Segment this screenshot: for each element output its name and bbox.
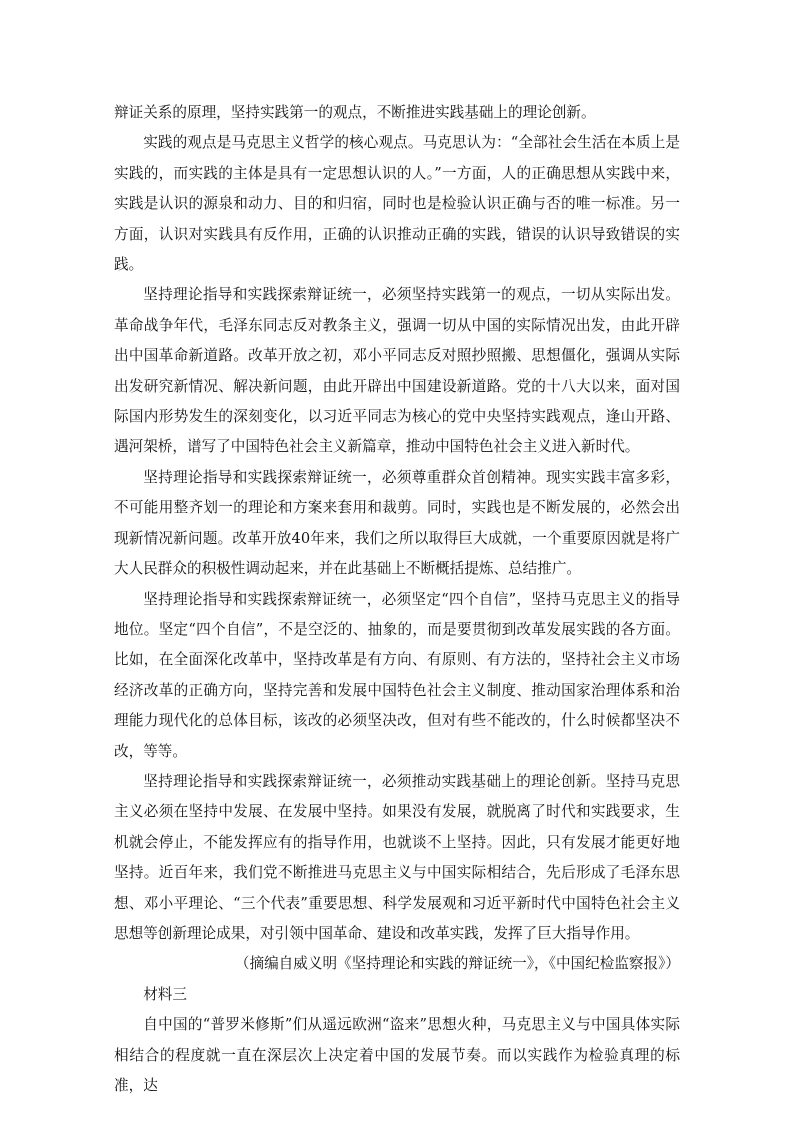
paragraph-respect-masses: 坚持理论指导和实践探索辩证统一，必须尊重群众首创精神。现实实践丰富多彩，不可能用整齐划一的理论和方案来套用和裁剪。同时，实践也是不断发展的，必然会出现新情况新问题。改革开放40年来，我们之所以取得巨大成就，一个重要原因就是将广大人民群众的积极性调动起来，并在此基础上不断概括提炼、总结推广。 xyxy=(114,468,680,578)
paragraph-material-three: 自中国的“普罗米修斯”们从遥远欧洲“盗来”思想火种，马克思主义与中国具体实际相结合的程度就一直在深层次上决定着中国的发展节奏。而以实践作为检验真理的标准，达 xyxy=(114,1016,680,1094)
paragraph-continuation: 辩证关系的原理，坚持实践第一的观点，不断推进实践基础上的理论创新。 xyxy=(114,104,596,121)
material-three-label: 材料三 xyxy=(143,985,187,1003)
paragraph-four-confidences: 坚持理论指导和实践探索辩证统一，必须坚定“四个自信”，坚持马克思主义的指导地位。坚定“四个自信”，不是空泛的、抽象的，而是要贯彻到改革发展实践的各方面。比如，在全面深化改革中，坚持改革是有方向、有原则、有方法的，坚持社会主义市场经济改革的正确方向，坚持完善和发展中国特色社会主义制度、推动国家治理体系和治理能力现代化的总体目标，该改的必须坚决改，但对有些不能改的，什么时候都坚决不改，等等。 xyxy=(114,590,680,760)
paragraph-practice-viewpoint: 实践的观点是马克思主义哲学的核心观点。马克思认为：“全部社会生活在本质上是实践的，而实践的主体是具有一定思想认识的人。”一方面，人的正确思想从实践中来，实践是认识的源泉和动力、目的和归宿，同时也是检验认识正确与否的唯一标准。另一方面，认识对实践具有反作用，正确的认识推动正确的实践，错误的认识导致错误的实践。 xyxy=(114,134,680,274)
document-body xyxy=(114,98,680,1101)
paragraph-theory-innovation: 坚持理论指导和实践探索辩证统一，必须推动实践基础上的理论创新。坚持马克思主义必须在坚持中发展、在发展中坚持。如果没有发展，就脱离了时代和实践要求，生机就会停止，不能发挥应有的指导作用，也就谈不上坚持。因此，只有发展才能更好地坚持。近百年来，我们党不断推进马克思主义与中国实际相结合，先后形成了毛泽东思想、邓小平理论、“三个代表”重要思想、科学发展观和习近平新时代中国特色社会主义思想等创新理论成果，对引领中国革命、建设和改革实践，发挥了巨大指导作用。 xyxy=(114,772,680,942)
source-citation: （摘编自威义明《坚持理论和实践的辩证统一》，《中国纪检监察报》） xyxy=(234,955,680,973)
paragraph-practice-first: 坚持理论指导和实践探索辩证统一，必须坚持实践第一的观点，一切从实际出发。革命战争年代，毛泽东同志反对教条主义，强调一切从中国的实际情况出发，由此开辟出中国革命新道路。改革开放之初，邓小平同志反对照抄照搬、思想僵化，强调从实际出发研究新情况、解决新问题，由此开辟出中国建设新道路。党的十八大以来，面对国际国内形势发生的深刻变化，以习近平同志为核心的党中央坚持实践观点，逢山开路、遇河架桥，谱写了中国特色社会主义新篇章，推动中国特色社会主义进入新时代。 xyxy=(114,286,680,456)
